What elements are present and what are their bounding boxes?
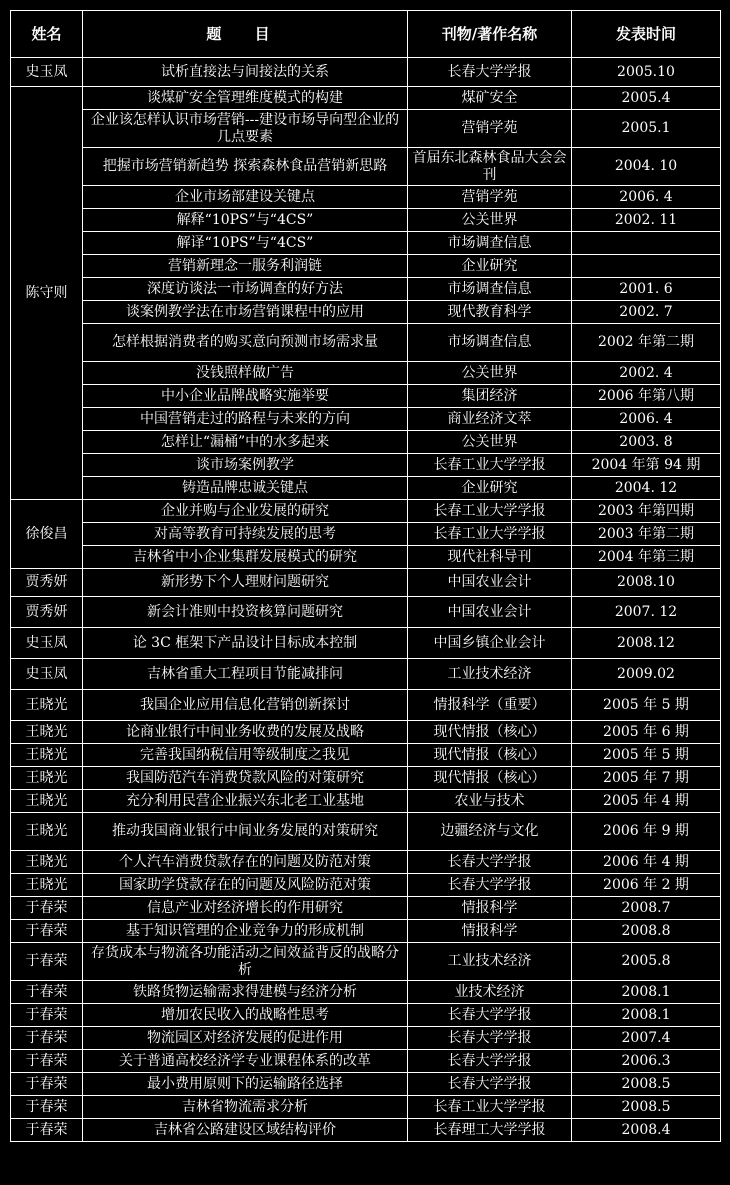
publish-date: 2006 年 9 期 [572,813,721,851]
paper-title: 中小企业品牌战略实施举要 [83,385,408,408]
publish-date: 2004. 10 [572,148,721,186]
journal-name: 长春大学学报 [408,58,572,87]
publish-date: 2002. 7 [572,301,721,324]
publish-date: 2005.10 [572,58,721,87]
publish-date: 2002. 11 [572,209,721,232]
header-title: 题 目 [83,11,408,58]
publish-date [572,232,721,255]
author-name: 王晓光 [11,790,83,813]
table-row [11,87,721,110]
author-name: 王晓光 [11,744,83,767]
journal-name: 现代教育科学 [408,301,572,324]
table-row [11,301,721,324]
paper-title: 基于知识管理的企业竞争力的形成机制 [83,920,408,943]
publish-date: 2005 年 6 期 [572,721,721,744]
journal-name: 公关世界 [408,209,572,232]
table-row [11,1119,721,1142]
table-row [11,209,721,232]
header-date: 发表时间 [572,11,721,58]
journal-name: 业技术经济 [408,981,572,1004]
paper-title: 谈市场案例教学 [83,454,408,477]
journal-name: 中国农业会计 [408,569,572,597]
table-row [11,1050,721,1073]
table-row [11,523,721,546]
table-row [11,628,721,659]
journal-name: 农业与技术 [408,790,572,813]
table-row [11,897,721,920]
journal-name: 中国乡镇企业会计 [408,628,572,659]
table-row [11,454,721,477]
table-row [11,500,721,523]
table-row [11,813,721,851]
author-name: 史玉凤 [11,628,83,659]
journal-name: 长春工业大学学报 [408,1096,572,1119]
paper-title: 信息产业对经济增长的作用研究 [83,897,408,920]
table-row [11,148,721,186]
table-body [11,58,721,1142]
publish-date: 2008.4 [572,1119,721,1142]
journal-name: 现代情报（核心） [408,744,572,767]
journal-name: 情报科学（重要） [408,690,572,721]
publish-date: 2006. 4 [572,408,721,431]
table-row [11,1073,721,1096]
table-row [11,943,721,981]
table-row [11,546,721,569]
publish-date: 2003 年第二期 [572,523,721,546]
publish-date: 2008.5 [572,1073,721,1096]
journal-name: 长春理工大学学报 [408,1119,572,1142]
table-row [11,431,721,454]
journal-name: 现代社科导刊 [408,546,572,569]
table-row [11,690,721,721]
journal-name: 长春大学学报 [408,1004,572,1027]
paper-title: 关于普通高校经济学专业课程体系的改革 [83,1050,408,1073]
publish-date: 2003 年第四期 [572,500,721,523]
table-row [11,874,721,897]
paper-title: 试析直接法与间接法的关系 [83,58,408,87]
paper-title: 企业市场部建设关键点 [83,186,408,209]
paper-title: 充分利用民营企业振兴东北老工业基地 [83,790,408,813]
paper-title: 个人汽车消费贷款存在的问题及防范对策 [83,851,408,874]
table-row [11,851,721,874]
publish-date [572,255,721,278]
author-name: 王晓光 [11,813,83,851]
table-row [11,659,721,690]
journal-name: 首届东北森林食品大会会刊 [408,148,572,186]
table-row [11,1004,721,1027]
author-name: 王晓光 [11,690,83,721]
journal-name: 营销学苑 [408,186,572,209]
journal-name: 市场调查信息 [408,324,572,362]
paper-title: 吉林省物流需求分析 [83,1096,408,1119]
paper-title: 铸造品牌忠诚关键点 [83,477,408,500]
author-name: 史玉凤 [11,58,83,87]
journal-name: 企业研究 [408,255,572,278]
publish-date: 2003. 8 [572,431,721,454]
publish-date: 2005 年 4 期 [572,790,721,813]
paper-title: 最小费用原则下的运输路径选择 [83,1073,408,1096]
paper-title: 解译“10PS”与“4CS” [83,232,408,255]
publish-date: 2008.7 [572,897,721,920]
author-name: 于春荣 [11,1073,83,1096]
paper-title: 谈案例教学法在市场营销课程中的应用 [83,301,408,324]
journal-name: 现代情报（核心） [408,767,572,790]
paper-title: 怎样让“漏桶”中的水多起来 [83,431,408,454]
table-row [11,58,721,87]
publish-date: 2002. 4 [572,362,721,385]
paper-title: 中国营销走过的路程与未来的方向 [83,408,408,431]
paper-title: 增加农民收入的战略性思考 [83,1004,408,1027]
author-name: 于春荣 [11,1027,83,1050]
publish-date: 2005.8 [572,943,721,981]
publish-date: 2006 年 2 期 [572,874,721,897]
author-name: 贾秀妍 [11,597,83,628]
table-row [11,1027,721,1050]
publish-date: 2004. 12 [572,477,721,500]
table-row [11,477,721,500]
publish-date: 2001. 6 [572,278,721,301]
paper-title: 推动我国商业银行中间业务发展的对策研究 [83,813,408,851]
publish-date: 2005 年 5 期 [572,690,721,721]
paper-title: 没钱照样做广告 [83,362,408,385]
journal-name: 集团经济 [408,385,572,408]
journal-name: 长春工业大学学报 [408,454,572,477]
table-row [11,255,721,278]
paper-title: 解释“10PS”与“4CS” [83,209,408,232]
publish-date: 2006 年第八期 [572,385,721,408]
journal-name: 长春工业大学学报 [408,523,572,546]
journal-name: 商业经济文萃 [408,408,572,431]
journal-name: 市场调查信息 [408,278,572,301]
paper-title: 存货成本与物流各功能活动之间效益背反的战略分析 [83,943,408,981]
journal-name: 长春大学学报 [408,1027,572,1050]
author-name: 王晓光 [11,851,83,874]
paper-title: 谈煤矿安全管理维度模式的构建 [83,87,408,110]
publications-table [10,10,721,1142]
table-row [11,186,721,209]
table-row [11,324,721,362]
table-row [11,767,721,790]
author-name: 王晓光 [11,721,83,744]
author-name: 于春荣 [11,1119,83,1142]
paper-title: 新形势下个人理财问题研究 [83,569,408,597]
author-name: 徐俊昌 [11,500,83,569]
journal-name: 情报科学 [408,920,572,943]
paper-title: 铁路货物运输需求得建模与经济分析 [83,981,408,1004]
paper-title: 吉林省中小企业集群发展模式的研究 [83,546,408,569]
journal-name: 中国农业会计 [408,597,572,628]
table-row [11,408,721,431]
paper-title: 我国防范汽车消费贷款风险的对策研究 [83,767,408,790]
author-name: 于春荣 [11,1050,83,1073]
paper-title: 吉林省重大工程项目节能减排问 [83,659,408,690]
journal-name: 现代情报（核心） [408,721,572,744]
journal-name: 长春大学学报 [408,851,572,874]
table-row [11,744,721,767]
publish-date: 2008.12 [572,628,721,659]
journal-name: 煤矿安全 [408,87,572,110]
publish-date: 2007. 12 [572,597,721,628]
journal-name: 公关世界 [408,431,572,454]
publish-date: 2007.4 [572,1027,721,1050]
publish-date: 2005 年 5 期 [572,744,721,767]
header-name: 姓名 [11,11,83,58]
table-row [11,721,721,744]
author-name: 于春荣 [11,1004,83,1027]
journal-name: 长春大学学报 [408,1050,572,1073]
author-name: 于春荣 [11,897,83,920]
header-row [11,11,721,58]
table-row [11,920,721,943]
paper-title: 营销新理念一服务利润链 [83,255,408,278]
publish-date: 2002 年第二期 [572,324,721,362]
journal-name: 长春大学学报 [408,874,572,897]
publish-date: 2004 年第三期 [572,546,721,569]
header-journal: 刊物/著作名称 [408,11,572,58]
author-name: 于春荣 [11,981,83,1004]
paper-title: 对高等教育可持续发展的思考 [83,523,408,546]
paper-title: 我国企业应用信息化营销创新探讨 [83,690,408,721]
table-row [11,597,721,628]
publish-date: 2006 年 4 期 [572,851,721,874]
journal-name: 工业技术经济 [408,659,572,690]
journal-name: 市场调查信息 [408,232,572,255]
publish-date: 2009.02 [572,659,721,690]
paper-title: 吉林省公路建设区域结构评价 [83,1119,408,1142]
publish-date: 2005.1 [572,110,721,148]
paper-title: 论商业银行中间业务收费的发展及战略 [83,721,408,744]
publish-date: 2004 年第 94 期 [572,454,721,477]
journal-name: 情报科学 [408,897,572,920]
publish-date: 2008.10 [572,569,721,597]
table-row [11,110,721,148]
paper-title: 新会计准则中投资核算问题研究 [83,597,408,628]
journal-name: 边疆经济与文化 [408,813,572,851]
paper-title: 企业并购与企业发展的研究 [83,500,408,523]
publish-date: 2005.4 [572,87,721,110]
table-row [11,385,721,408]
paper-title: 怎样根据消费者的购买意向预测市场需求量 [83,324,408,362]
author-name: 王晓光 [11,874,83,897]
publish-date: 2008.1 [572,981,721,1004]
author-name: 陈守则 [11,87,83,500]
paper-title: 企业该怎样认识市场营销---建设市场导向型企业的几点要素 [83,110,408,148]
journal-name: 工业技术经济 [408,943,572,981]
table-row [11,1096,721,1119]
publish-date: 2006.3 [572,1050,721,1073]
paper-title: 深度访谈法一市场调查的好方法 [83,278,408,301]
table-row [11,232,721,255]
journal-name: 营销学苑 [408,110,572,148]
journal-name: 公关世界 [408,362,572,385]
paper-title: 物流园区对经济发展的促进作用 [83,1027,408,1050]
paper-title: 把握市场营销新趋势 探索森林食品营销新思路 [83,148,408,186]
publish-date: 2006. 4 [572,186,721,209]
paper-title: 论 3C 框架下产品设计目标成本控制 [83,628,408,659]
author-name: 贾秀妍 [11,569,83,597]
journal-name: 长春大学学报 [408,1073,572,1096]
author-name: 史玉凤 [11,659,83,690]
table-row [11,790,721,813]
author-name: 于春荣 [11,943,83,981]
author-name: 王晓光 [11,767,83,790]
author-name: 于春荣 [11,920,83,943]
table-row [11,981,721,1004]
author-name: 于春荣 [11,1096,83,1119]
publish-date: 2005 年 7 期 [572,767,721,790]
publish-date: 2008.5 [572,1096,721,1119]
publish-date: 2008.8 [572,920,721,943]
table-row [11,278,721,301]
paper-title: 国家助学贷款存在的问题及风险防范对策 [83,874,408,897]
table-row [11,569,721,597]
journal-name: 长春工业大学学报 [408,500,572,523]
paper-title: 完善我国纳税信用等级制度之我见 [83,744,408,767]
table-row [11,362,721,385]
publish-date: 2008.1 [572,1004,721,1027]
journal-name: 企业研究 [408,477,572,500]
